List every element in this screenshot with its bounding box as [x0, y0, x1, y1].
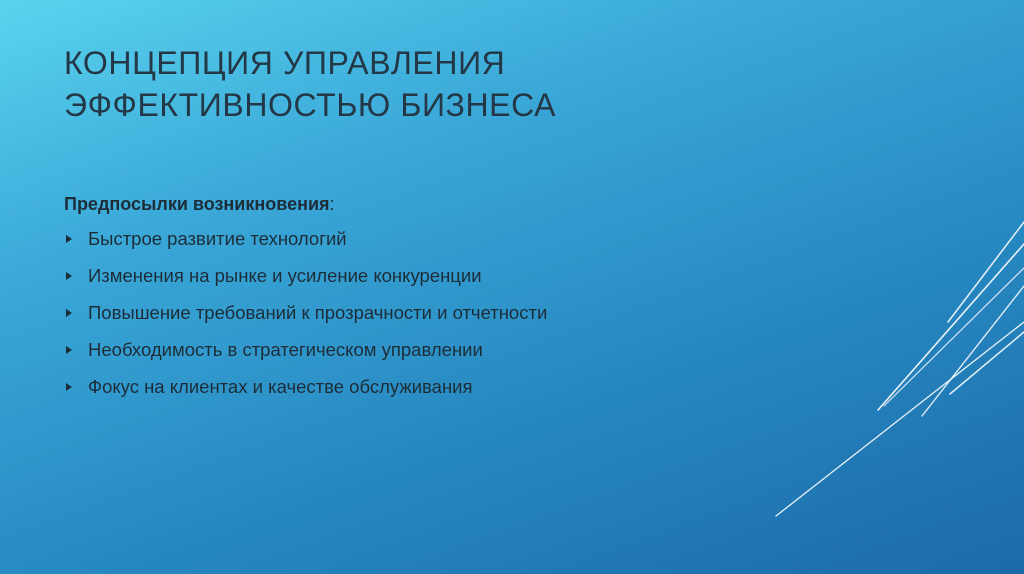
decor-line: [922, 286, 1024, 416]
bullet-text: Изменения на рынке и усиление конкуренции: [88, 265, 482, 286]
bullet-text: Фокус на клиентах и качестве обслуживания: [88, 376, 473, 397]
title-line-2: ЭФФЕКТИВНОСТЬЮ БИЗНЕСА: [64, 87, 557, 123]
triangle-bullet-icon: [66, 383, 72, 391]
triangle-bullet-icon: [66, 346, 72, 354]
slide-content: [64, 192, 764, 412]
bullet-text: Быстрое развитие технологий: [88, 228, 347, 249]
list-item: [64, 375, 764, 399]
decor-line: [884, 268, 1024, 406]
subtitle-colon: :: [329, 194, 335, 214]
bullet-list: [64, 227, 764, 399]
triangle-bullet-icon: [66, 309, 72, 317]
list-item: [64, 264, 764, 288]
decor-line: [878, 244, 1024, 410]
list-item: [64, 227, 764, 251]
title-line-1: КОНЦЕПЦИЯ УПРАВЛЕНИЯ: [64, 45, 506, 81]
list-item: [64, 301, 764, 325]
triangle-bullet-icon: [66, 272, 72, 280]
list-item: [64, 338, 764, 362]
subtitle-bold: Предпосылки возникновения: [64, 194, 330, 214]
decor-line: [776, 322, 1024, 516]
decor-line: [950, 332, 1024, 394]
subtitle: [64, 192, 764, 216]
slide-title: [64, 42, 764, 126]
decor-line: [948, 222, 1024, 322]
triangle-bullet-icon: [66, 235, 72, 243]
bullet-text: Необходимость в стратегическом управлении: [88, 339, 483, 360]
bullet-text: Повышение требований к прозрачности и отчетности: [88, 302, 548, 323]
